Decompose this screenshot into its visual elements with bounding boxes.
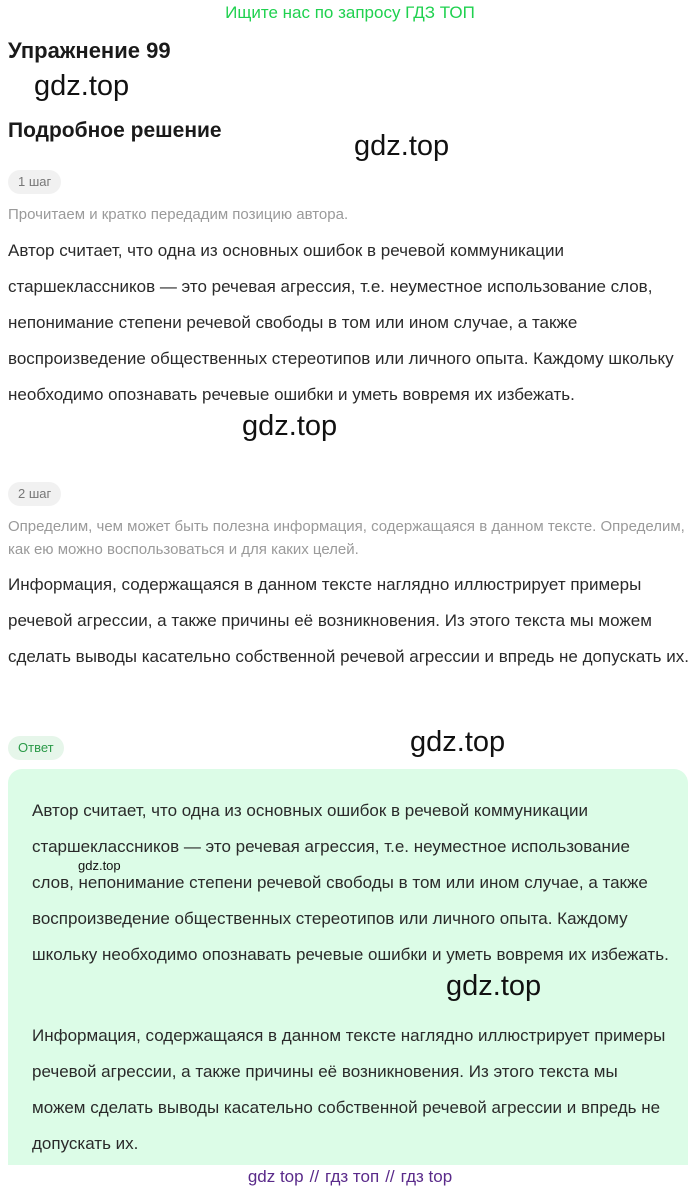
footer-link[interactable]: gdz top — [247, 1167, 304, 1186]
footer-links — [0, 1166, 700, 1188]
footer-separator: // — [385, 1167, 395, 1186]
watermark: gdz.top — [242, 410, 338, 442]
watermark: gdz.top — [34, 70, 130, 102]
step-text: Автор считает, что одна из основных ошибок в речевой коммуникации старшеклассников — это речевая агрессия, т.е. неуместное использование слов, непонимание степени речевой свободы в том или ином случае, а также воспроизведение общественных стереотипов или личного опыта. Каждому школьку необходимо опознавать речевые ошибки и уметь вовремя их избежать. — [8, 241, 674, 404]
footer-link[interactable]: гдз топ — [325, 1167, 380, 1186]
watermark: gdz.top — [446, 970, 542, 1002]
step-badge: 2 шаг — [8, 482, 61, 506]
promo-banner[interactable]: Ищите нас по запросу ГДЗ ТОП — [225, 3, 475, 22]
watermark: gdz.top — [410, 726, 506, 758]
footer-separator: // — [309, 1167, 320, 1186]
watermark: gdz.top — [78, 858, 121, 873]
section-title: Подробное решение — [8, 119, 222, 142]
step-badge: 1 шаг — [8, 170, 61, 194]
watermark: gdz.top — [354, 130, 450, 162]
step-hint: Прочитаем и кратко передадим позицию автора. — [8, 206, 349, 223]
step-text: Информация, содержащаяся в данном тексте наглядно иллюстрирует примеры речевой агрессии, а также причины её возникновения. Из этого текста мы можем сделать выводы касательно собственной речевой агрессии и впредь не допускать их. — [8, 575, 689, 666]
footer-link[interactable]: гдз top — [400, 1167, 453, 1186]
answer-badge: Ответ — [8, 736, 64, 760]
answer-paragraph: Информация, содержащаяся в данном тексте наглядно иллюстрирует примеры речевой агрессии, а также причины её возникновения. Из этого текста мы можем сделать выводы касательно собственной речевой агрессии и впредь не допускать их. — [32, 1026, 666, 1153]
page-title: Упражнение 99 — [8, 38, 171, 63]
answer-paragraph: Автор считает, что одна из основных ошибок в речевой коммуникации старшеклассников — это речевая агрессия, т.е. неуместное использование слов, непонимание степени речевой свободы в том или ином случае, а также воспроизведение общественных стереотипов или личного опыта. Каждому школьку необходимо опознавать речевые ошибки и уметь вовремя их избежать. — [32, 801, 669, 964]
step-hint: Определим, чем может быть полезна информация, содержащаяся в данном тексте. Определим, как ею можно воспользоваться и для каких целей. — [8, 518, 685, 558]
